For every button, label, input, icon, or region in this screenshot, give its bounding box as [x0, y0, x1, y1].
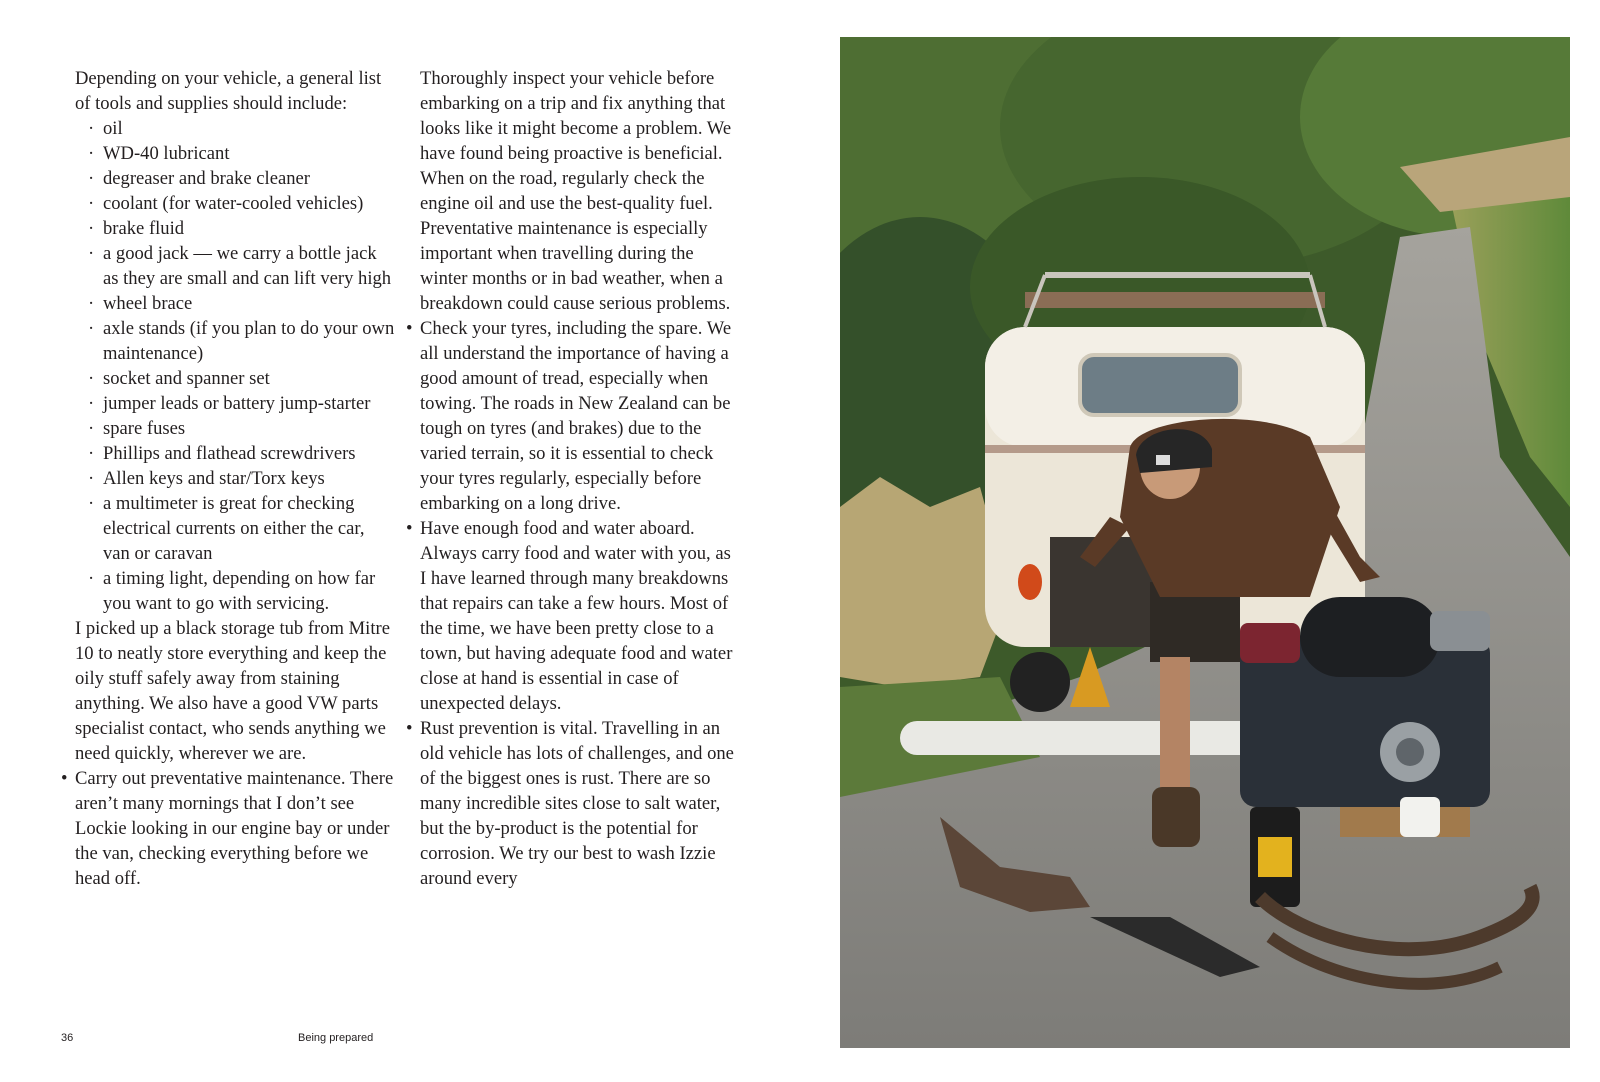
list-item: · a good jack — we carry a bottle jack as they are small and can lift very high — [103, 241, 395, 291]
bullet-dot: • — [61, 768, 68, 789]
list-item: · brake fluid — [103, 216, 395, 241]
dry-grass — [840, 477, 1010, 687]
list-item: · axle stands (if you plan to do your own maintenance) — [103, 316, 395, 366]
list-item: · a timing light, depending on how far you want to go with servicing. — [103, 566, 395, 616]
bullet-dot: • — [406, 318, 413, 339]
tyres-bullet — [406, 316, 740, 516]
white-pipe — [900, 721, 1260, 755]
list-item: · oil — [103, 116, 395, 141]
list-item: · a multimeter is great for checking electrical currents on either the car, van or caravan — [103, 491, 395, 566]
maintenance-text: Carry out preventative maintenance. There aren’t many mornings that I don’t see Lockie looking in our engine bay or under the van, checking everything before we head off. — [75, 768, 394, 889]
list-item: · degreaser and brake cleaner — [103, 166, 395, 191]
food-bullet — [406, 516, 740, 716]
bullet-dot: • — [406, 718, 413, 739]
bullet-dot: • — [406, 518, 413, 539]
tools-intro: Depending on your vehicle, a general list of tools and supplies should include: — [75, 68, 382, 114]
rust-bullet — [406, 716, 740, 891]
page-number: 36 — [61, 1032, 74, 1044]
maintenance-bullet — [61, 766, 395, 891]
list-item: · spare fuses — [103, 416, 395, 441]
inspect-paragraph: Thoroughly inspect your vehicle before embarking on a trip and fix anything that looks like it might become a problem. We have found being proactive is beneficial. When on the road, regularly check the engine oil and use the best-quality fuel. Preventative maintenance is especially important when travelling during the winter months or in bad weather, when a breakdown could cause serious problems. — [420, 68, 732, 314]
running-head: Being prepared — [298, 1032, 374, 1044]
rust-text: Rust prevention is vital. Travelling in an old vehicle has lots of challenges, and one of the biggest ones is rust. There are so many incredible sites close to salt water, but the by-product is the potential for corrosion. We try our best to wash Izzie around every — [420, 718, 734, 889]
right-column — [406, 66, 740, 891]
tyres-text: Check your tyres, including the spare. We all understand the importance of having a good amount of tread, especially when towing. The roads in New Zealand can be tough on tyres (and brakes) due to the varied terrain, so it is essential to check your tyres regularly, especially before embarking on a long drive. — [420, 318, 732, 514]
list-item: · Allen keys and star/Torx keys — [103, 466, 395, 491]
van-engine-photo — [840, 37, 1570, 1048]
list-item: · coolant (for water-cooled vehicles) — [103, 191, 395, 216]
food-text: Have enough food and water aboard. Always carry food and water with you, as I have learned through many breakdowns that repairs can take a few hours. Most of the time, we have been pretty close to a town, but having adequate food and water close at hand is essential in case of unexpected delays. — [420, 518, 733, 714]
list-item: · Phillips and flathead screwdrivers — [103, 441, 395, 466]
storage-paragraph: I picked up a black storage tub from Mitre 10 to neatly store everything and keep the oily stuff safely away from staining anything. We also have a good VW parts specialist contact, who sends anything we need quickly, wherever we are. — [75, 618, 390, 764]
tools-list — [75, 116, 395, 616]
list-item: · WD-40 lubricant — [103, 141, 395, 166]
photo-illustration — [840, 37, 1570, 1048]
left-column — [61, 66, 395, 891]
list-item: · wheel brace — [103, 291, 395, 316]
list-item: · jumper leads or battery jump-starter — [103, 391, 395, 416]
list-item: · socket and spanner set — [103, 366, 395, 391]
